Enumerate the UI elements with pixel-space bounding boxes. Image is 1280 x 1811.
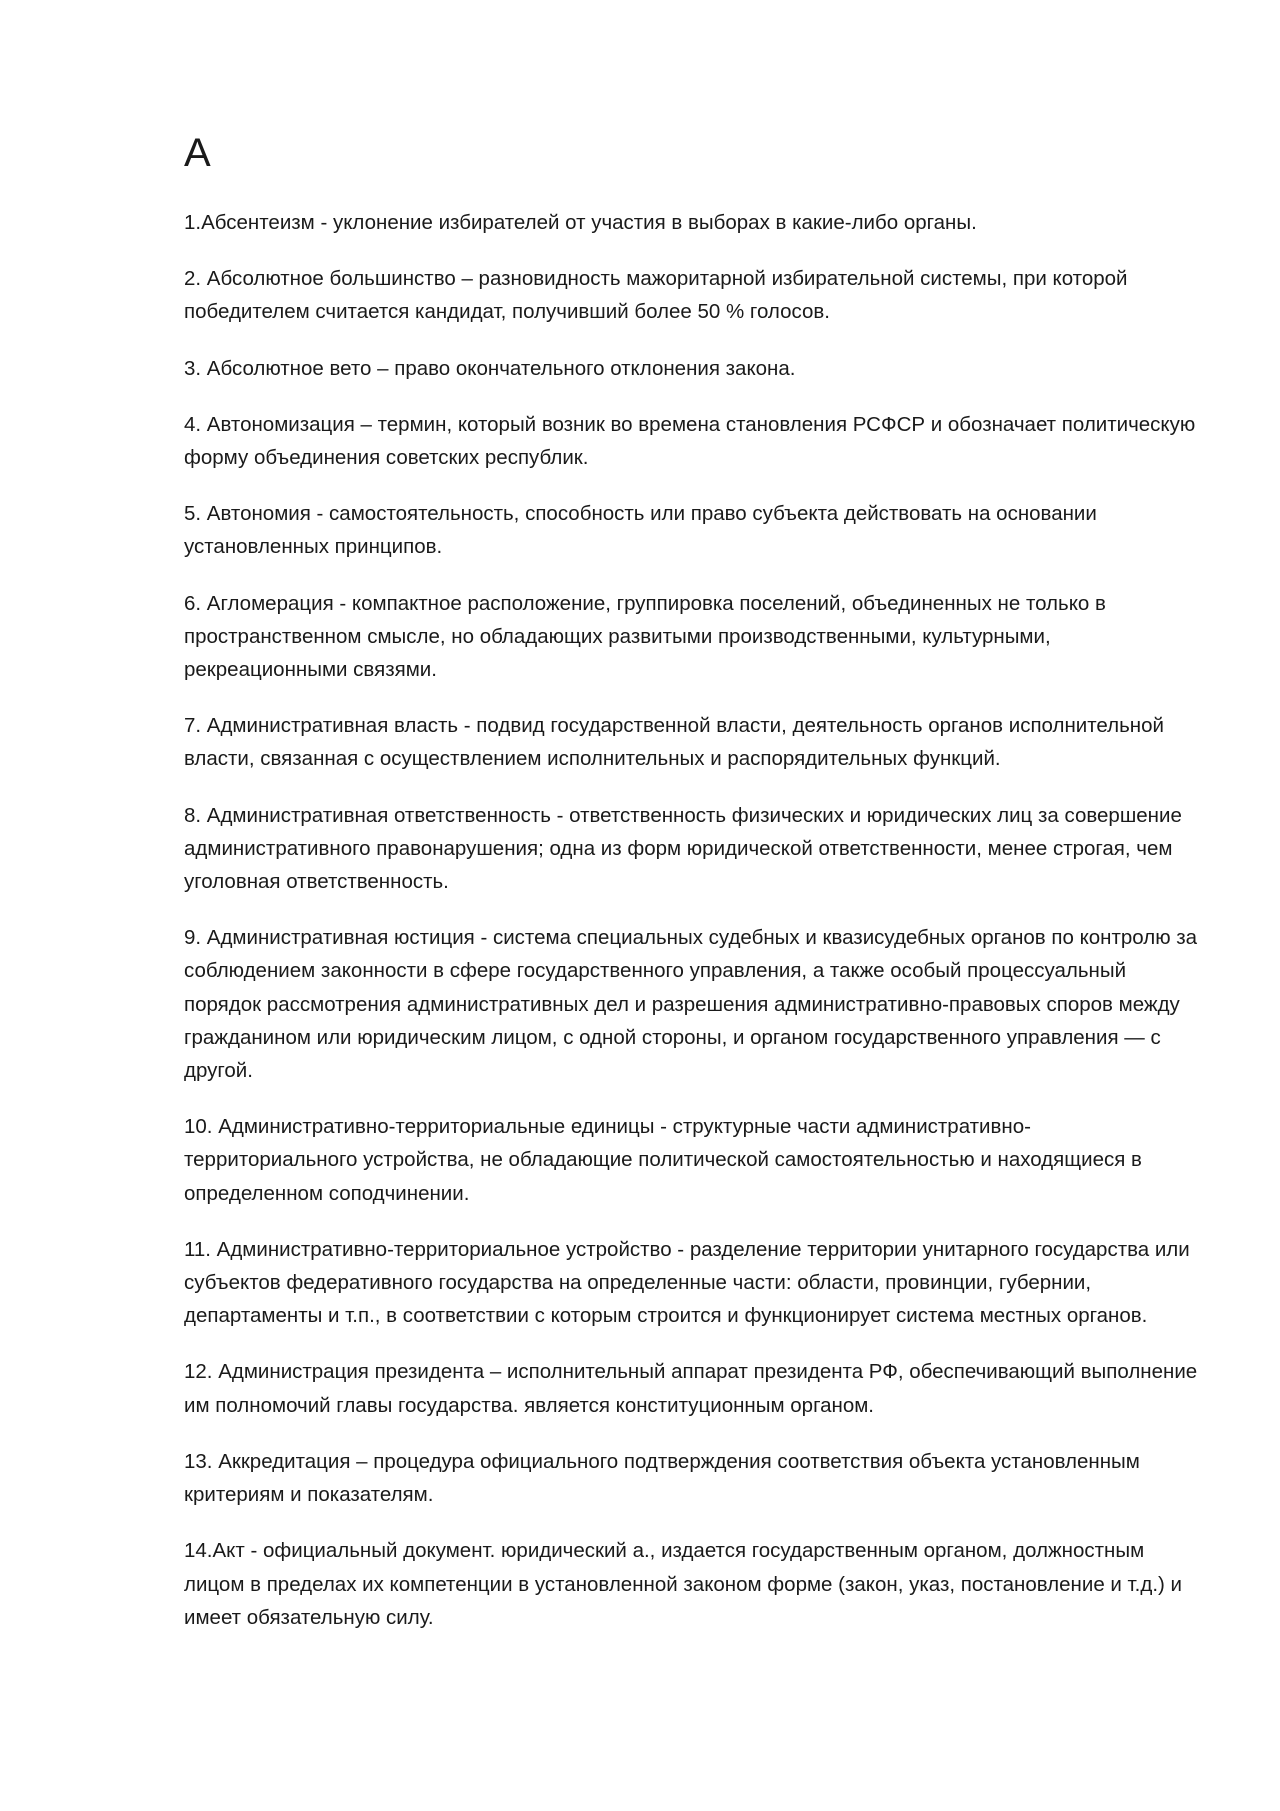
glossary-entry-2: 2. Абсолютное большинство – разновидность мажоритарной избирательной системы, при которой победителем считается кандидат, получивший более 50 % голосов. xyxy=(184,267,1128,324)
glossary-entry-1: 1.Абсентеизм - уклонение избирателей от участия в выборах в какие-либо органы. xyxy=(184,211,977,234)
glossary-entry-7: 7. Административная власть - подвид государственной власти, деятельность органов исполнительной власти, связанная с осуществлением исполнительных и распорядительных функций. xyxy=(184,714,1164,771)
glossary-entry-10: 10. Административно-территориальные единицы - структурные части административно-территориального устройства, не обладающие политической самостоятельностью и находящиеся в определенном соподчинении. xyxy=(184,1115,1142,1205)
glossary-entry-3: 3. Абсолютное вето – право окончательного отклонения закона. xyxy=(184,356,796,380)
glossary-entry-4: 4. Автономизация – термин, который возник во времена становления РСФСР и обозначает политическую форму объединения советских республик. xyxy=(184,412,1196,470)
glossary-entry-5: 5. Автономия - самостоятельность, способность или право субъекта действовать на основании установленных принципов. xyxy=(184,502,1097,559)
glossary-entry-8: 8. Административная ответственность - ответственность физических и юридических лиц за совершение административного правонарушения; одна из форм юридической ответственности, менее строгая, чем уголовная ответственность. xyxy=(184,803,1182,894)
section-letter-heading: А xyxy=(184,131,211,175)
glossary-entry-14: 14.Акт - официальный документ. юридический а., издается государственным органом, должностным лицом в пределах их компетенции в установленной законом форме (закон, указ, постановление и т.д.) и имеет обязательную силу. xyxy=(184,1539,1183,1629)
glossary-entry-9: 9. Административная юстиция - система специальных судебных и квазисудебных органов по контролю за соблюдением законности в сфере государственного управления, а также особый процессуальный порядок рассмотрения административных дел и разрешения административно-правовых споров между гражданином или юридическим лицом, с одной стороны, и органом государственного управления — с другой. xyxy=(184,926,1198,1083)
document-body xyxy=(184,128,1200,1657)
glossary-entry-13: 13. Аккредитация – процедура официального подтверждения соответствия объекта установленным критериям и показателям. xyxy=(184,1449,1140,1507)
glossary-entry-6: 6. Агломерация - компактное расположение, группировка поселений, объединенных не только в пространственном смысле, но обладающих развитыми производственными, культурными, рекреационными связями. xyxy=(184,591,1106,682)
glossary-entry-11: 11. Административно-территориальное устройство - разделение территории унитарного государства или субъектов федеративного государства на определенные части: области, провинции, губернии, департаменты и т.п., в соответствии с которым строится и функционирует система местных органов. xyxy=(184,1237,1190,1328)
glossary-entry-12: 12. Администрация президента – исполнительный аппарат президента РФ, обеспечивающий выполнение им полномочий главы государства. является конституционным органом. xyxy=(184,1360,1198,1417)
